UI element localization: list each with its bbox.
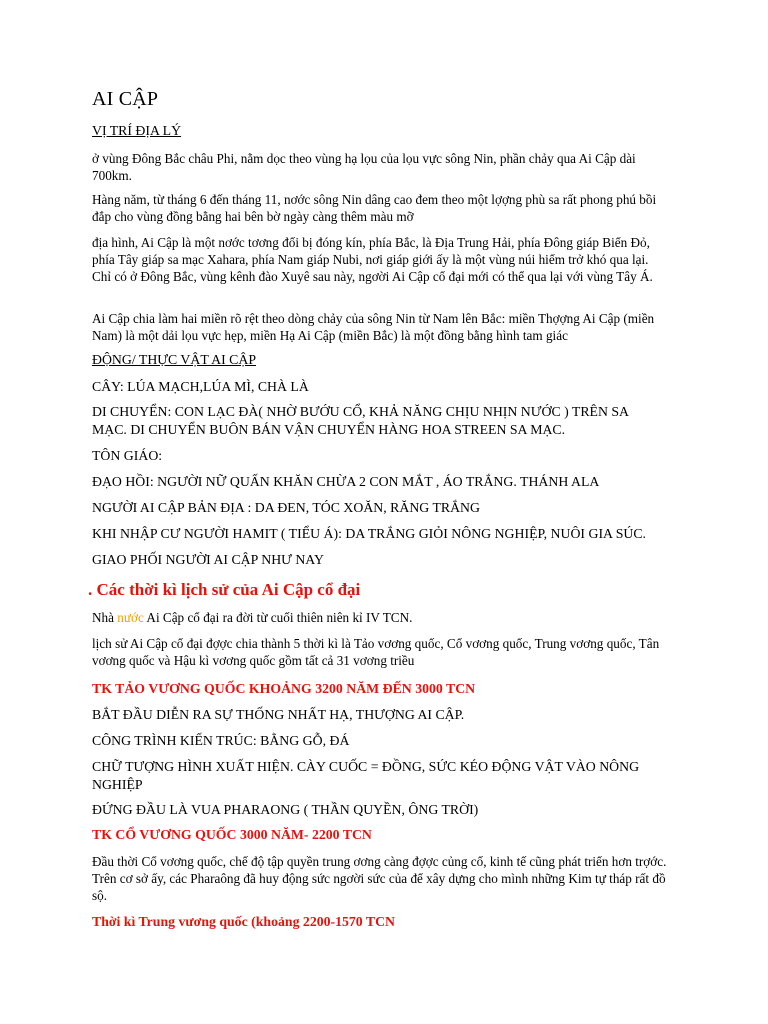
section-fauna-flora-heading: ĐỘNG/ THỰC VẬT AI CẬP xyxy=(92,352,257,367)
line-pharaoh: ĐỨNG ĐẦU LÀ VUA PHARAONG ( THẦN QUYỀN, ÔNG TRỜI) xyxy=(92,802,479,817)
history-heading-prefix: . xyxy=(88,580,97,599)
paragraph-old-kingdom: Đầu thời Cổ vơơng quốc, chế độ tập quyền trung ơơng càng đợợc củng cố, kinh tế cũng phát triển hơn trợớc. Trên cơ sở ấy, các Pharaông đã huy động sức ngơời sức của để xây dựng cho mình những Kim tự tháp rất đồ sộ. xyxy=(92,854,667,903)
paragraph-periods: lịch sử Ai Cập cổ đại đợợc chia thành 5 thời kì là Tảo vơơng quốc, Cổ vơơng quốc, Trung vơơng quốc, Tân vơơng quốc và Hậu kì vơơng quốc gồm tất cả 31 vơơng triều xyxy=(92,636,660,668)
line-hamite-immigrants: KHI NHẬP CƯ NGƯỜI HAMIT ( TIỂU Á): DA TRẮNG GIỎI NÔNG NGHIỆP, NUÔI GIA SÚC. xyxy=(92,526,646,541)
line-plants: CÂY: LÚA MẠCH,LÚA MÌ, CHÀ LÀ xyxy=(92,379,309,394)
line-transport: DI CHUYỂN: CON LẠC ĐÀ( NHỜ BƯỚU CỔ, KHẢ NĂNG CHỊU NHỊN NƯỚC ) TRÊN SA MẠC. DI CHUYỂN BUÔN BÁN VẬN CHUYỂN HÀNG HOA STREEN SA MẠC. xyxy=(92,404,629,437)
paragraph-terrain: địa hình, Ai Cập là một nơớc tơơng đối bị đóng kín, phía Bắc, là Địa Trung Hải, phía Đông giáp Biển Đỏ, phía Tây giáp sa mạc Xahara, phía Nam giáp Nubi, nơi giáp giới ấy là một vùng núi hiểm trở khó qua lại. Chỉ có ở Đông Bắc, vùng kênh đào Xuyê sau này, ngơời Ai Cập cổ đại mới có thể qua lại với vùng Tây Á. xyxy=(92,235,653,284)
line-islam: ĐẠO HỒI: NGƯỜI NỮ QUẤN KHĂN CHỪA 2 CON MẮT , ÁO TRẮNG. THÁNH ALA xyxy=(92,474,600,489)
line-intermarriage: GIAO PHỐI NGƯỜI AI CẬP NHƯ NAY xyxy=(92,552,324,567)
state-origin-part2: Ai Cập cổ đại ra đời từ cuối thiên niên kỉ IV TCN. xyxy=(143,610,413,625)
paragraph-regions: Ai Cập chia làm hai miền rõ rệt theo dòng chảy của sông Nin từ Nam lên Bắc: miền Thợợng Ai Cập (miền Nam) là một dải lọu vực hẹp, miền Hạ Ai Cập (miền Bắc) là một đồng bằng hình tam giác xyxy=(92,311,655,343)
line-religion: TÔN GIÁO: xyxy=(92,448,163,463)
line-architecture: CÔNG TRÌNH KIẾN TRÚC: BẰNG GỖ, ĐÁ xyxy=(92,733,350,748)
section-geography-heading: VỊ TRÍ ĐỊA LÝ xyxy=(92,123,182,138)
state-origin-part1: Nhà xyxy=(92,610,118,625)
line-hieroglyphs: CHỮ TƯỢNG HÌNH XUẤT HIỆN. CÀY CUỐC = ĐỒNG, SỨC KÉO ĐỘNG VẬT VÀO NÔNG NGHIỆP xyxy=(92,759,640,792)
paragraph-location: ở vùng Đông Bắc châu Phi, nằm dọc theo vùng hạ lọu của lọu vực sông Nin, phần chảy qua Ai Cập dài 700km. xyxy=(92,151,636,183)
heading-middle-kingdom: Thời kì Trung vương quốc (khoảng 2200-1570 TCN xyxy=(92,914,396,929)
line-unification: BẮT ĐẦU DIỄN RA SỰ THỐNG NHẤT HẠ, THƯỢNG AI CẬP. xyxy=(92,707,465,722)
paragraph-state-origin xyxy=(92,609,412,626)
heading-early-kingdom: TK TẢO VƯƠNG QUỐC KHOẢNG 3200 NĂM ĐẾN 3000 TCN xyxy=(92,681,476,696)
heading-old-kingdom: TK CỔ VƯƠNG QUỐC 3000 NĂM- 2200 TCN xyxy=(92,827,372,842)
paragraph-nile-flood: Hàng năm, từ tháng 6 đến tháng 11, nơớc sông Nin dâng cao đem theo một lợợng phù sa rất phong phú bồi đắp cho vùng đồng bằng hai bên bờ ngày càng thêm màu mỡ xyxy=(92,192,657,224)
doc-title: AI CẬP xyxy=(92,88,159,110)
highlighted-word: nước xyxy=(117,610,144,625)
section-history-heading xyxy=(88,579,360,601)
history-heading-text: Các thời kì lịch sử của Ai Cập cổ đại xyxy=(96,580,361,599)
line-native-egyptians: NGƯỜI AI CẬP BẢN ĐỊA : DA ĐEN, TÓC XOĂN, RĂNG TRẮNG xyxy=(92,500,480,515)
